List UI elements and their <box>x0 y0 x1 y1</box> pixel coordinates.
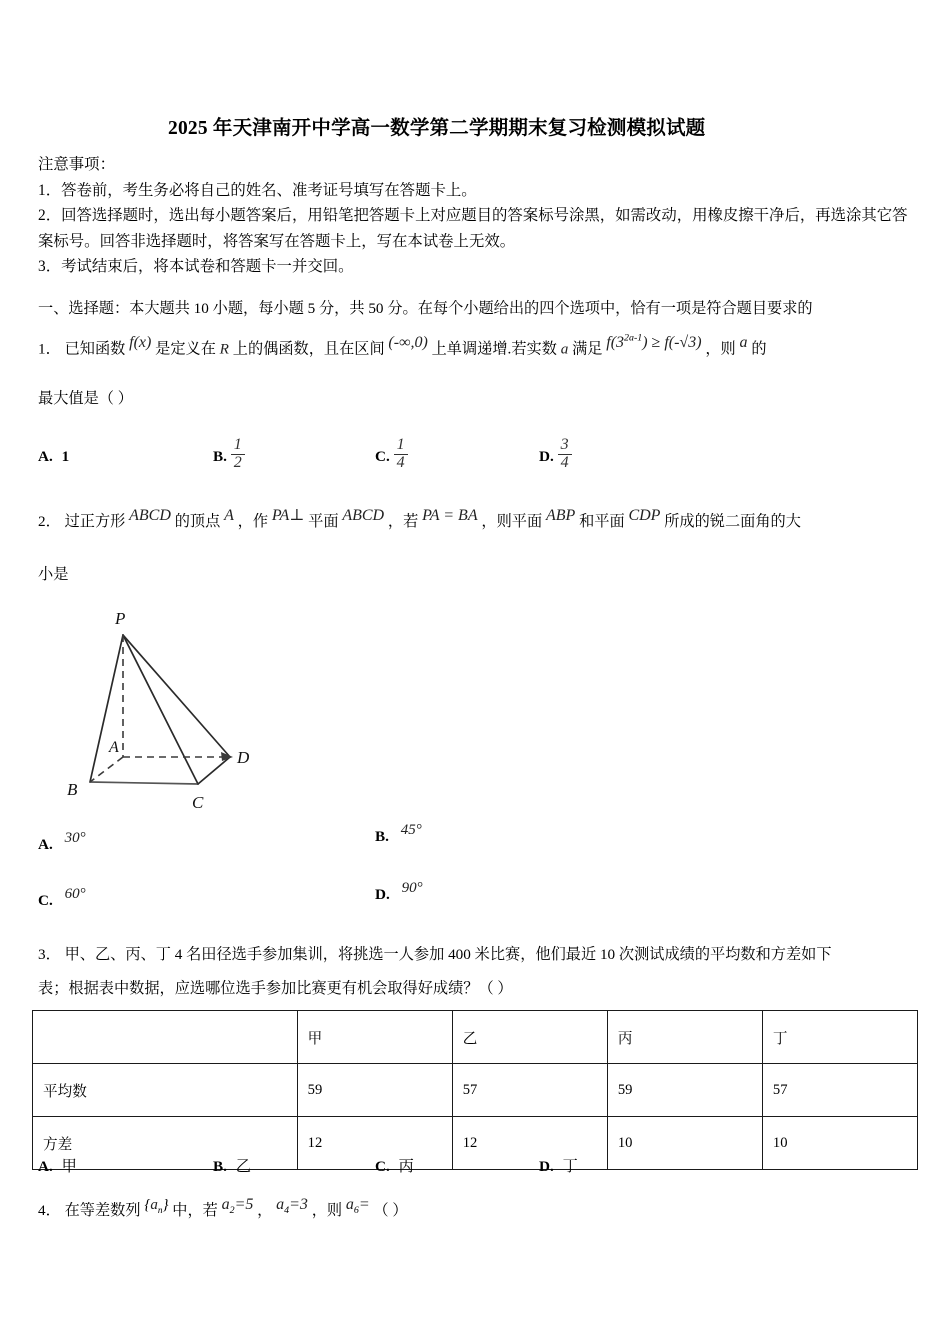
mean-value-ding: 57 <box>762 1064 917 1117</box>
q4-cond2-base: a <box>276 1196 285 1213</box>
q2-option-b-label: B. <box>375 828 389 845</box>
question-3-line-2: 表；根据表中数据，应选哪位选手参加比赛更有机会取得好成绩？（ ） <box>38 980 513 997</box>
q2-option-c-label: C. <box>38 892 53 909</box>
q1-var-a2: a <box>739 334 748 352</box>
q1-ineq-exp: 2a-1 <box>624 333 643 344</box>
q1-option-a[interactable] <box>38 448 69 466</box>
mean-value-jia: 59 <box>297 1064 452 1117</box>
q2-option-d-value: 90° <box>401 880 423 896</box>
q2-text-4: 平面 <box>308 513 339 530</box>
question-4-line-1: 4． 在等差数列 $\{a_n\}$ 中，若 $a_2=5$ ， $a_4=3$ ，则 $a_6=$ （ ） <box>38 1196 408 1219</box>
q2-text-5: ，若 <box>387 513 419 530</box>
q1-option-c[interactable] <box>375 436 408 475</box>
q4-cond3-base: a <box>345 1196 354 1213</box>
q1-ineq-right: f(-√3) <box>664 334 702 352</box>
row-label-variance: 方差 <box>33 1117 298 1170</box>
vertex-label-D: D <box>237 748 250 767</box>
q4-cond-1 <box>221 1196 254 1217</box>
q1-option-b-numerator: 1 <box>233 436 242 453</box>
q1-option-c-denominator: 4 <box>394 454 408 472</box>
variance-value-jia: 12 <box>297 1117 452 1170</box>
variance-value-bing: 10 <box>607 1117 762 1170</box>
q2-option-d[interactable] <box>375 880 423 904</box>
q3-option-d-value: 丁 <box>562 1158 578 1175</box>
q3-option-c-value: 丙 <box>398 1158 414 1175</box>
variance-value-ding: 10 <box>762 1117 917 1170</box>
q4-text-4: ，则 <box>311 1202 343 1219</box>
q2-text-2: 的顶点 <box>174 513 221 530</box>
q2-square: ABCD <box>129 507 171 524</box>
q4-text-1: 在等差数列 <box>64 1202 141 1219</box>
table-row <box>33 1064 918 1117</box>
q2-plane-cdp: CDP <box>628 507 661 524</box>
q2-text-8: 所成的锐二面角的大 <box>664 513 801 530</box>
question-2-line-2: 小是 <box>38 566 69 583</box>
row-label-mean: 平均数 <box>33 1064 298 1117</box>
variance-value-yi: 12 <box>452 1117 607 1170</box>
q2-plane-abp: ABP <box>545 507 576 524</box>
table-header-cell-4: 丁 <box>762 1011 917 1064</box>
q4-cond3-val: = <box>358 1196 370 1213</box>
q4-seq-sub: n <box>157 1206 163 1216</box>
q1-text-6: ，则 <box>705 340 736 358</box>
q4-cond2-sub: 4 <box>284 1205 290 1217</box>
q1-text-1: 已知函数 <box>64 340 126 358</box>
question-1-number: 1 <box>38 340 46 358</box>
table-header-cell-0 <box>33 1011 298 1064</box>
q1-text-5: 满足 <box>572 340 603 358</box>
question-3-line-1: 3． 甲、乙、丙、丁 4 名田径选手参加集训，将挑选一人参加 400 米比赛，他们最近 10 次测试成绩的平均数和方差如下 <box>38 946 832 963</box>
q2-text-6: ，则平面 <box>481 513 543 530</box>
q2-option-b[interactable] <box>375 822 422 846</box>
q4-seq-base: a <box>150 1197 158 1213</box>
q1-option-d-fraction <box>558 437 572 472</box>
q1-option-b-fraction <box>231 437 245 472</box>
q1-option-d-label: D. <box>539 447 554 465</box>
mean-value-yi: 57 <box>452 1064 607 1117</box>
statistics-table <box>32 1010 918 1170</box>
q1-fx: f(x) <box>129 334 152 352</box>
q1-ineq-base: 3 <box>616 334 625 352</box>
vertex-label-P: P <box>115 609 126 628</box>
q2-option-c[interactable] <box>38 886 86 910</box>
table-header-row <box>33 1011 918 1064</box>
page-title: 2025 年天津南开中学高一数学第二学期期末复习检测模拟试题 <box>168 118 706 139</box>
edge-PD <box>123 635 230 757</box>
question-1-line-1: 1． 已知函数 f(x) 是定义在 R 上的偶函数，且在区间 (-∞,0) 上单调递增.若实数 a 满足 $f(3^{2a-1}) \ge f(-√3)$ ，则 a 的 <box>38 333 767 358</box>
q1-text-7: 的 <box>751 340 767 358</box>
vertex-label-C: C <box>192 793 204 812</box>
q2-plane-abcd: ABCD <box>342 507 385 524</box>
q1-option-a-label: A. <box>38 448 53 465</box>
q3-option-a-value: 甲 <box>61 1158 77 1175</box>
q2-option-d-label: D. <box>375 886 390 903</box>
notice-item-3: 3．考试结束后，将本试卷和答题卡一并交回。 <box>38 258 354 275</box>
q4-text-2: 中，若 <box>172 1202 218 1219</box>
q1-option-d[interactable] <box>539 436 572 475</box>
edge-PC <box>123 635 198 784</box>
table-header-cell-3: 丙 <box>607 1011 762 1064</box>
q1-text-3: 上的偶函数，且在区间 <box>232 340 385 358</box>
q3-option-c[interactable] <box>375 1155 414 1176</box>
table-header-cell-2: 乙 <box>452 1011 607 1064</box>
q4-text-5: （ ） <box>373 1202 408 1219</box>
q3-option-a[interactable] <box>38 1155 77 1176</box>
q4-sequence: $\{a_n\}$ <box>144 1197 169 1216</box>
q1-option-c-fraction <box>394 437 408 472</box>
edge-BC <box>90 782 198 784</box>
q4-cond1-val: =5 <box>234 1196 254 1213</box>
notice-item-2: 2．回答选择题时，选出每小题答案后，用铅笔把答题卡上对应题目的答案标号涂黑，如需改动，用橡皮擦干净后，再选涂其它答案标号。回答非选择题时，将答案写在答题卡上，写在本试卷上无效。 <box>38 207 908 250</box>
q3-option-b[interactable] <box>213 1155 251 1176</box>
question-3-number: 3 <box>38 946 46 963</box>
q1-option-a-value: 1 <box>61 448 70 465</box>
q2-text-7: 和平面 <box>579 513 625 530</box>
section-heading: 一、选择题：本大题共 10 小题，每小题 5 分，共 50 分。在每个小题给出的四个选项中，恰有一项是符合题目要求的 <box>38 300 813 317</box>
q2-option-b-value: 45° <box>400 822 422 838</box>
mean-value-bing: 59 <box>607 1064 762 1117</box>
q4-cond-3 <box>345 1196 370 1217</box>
q4-cond1-base: a <box>221 1196 230 1213</box>
notice-heading: 注意事项： <box>38 156 115 173</box>
question-4-number: 4 <box>38 1202 46 1219</box>
q1-option-b-label: B. <box>213 447 227 465</box>
q3-option-b-value: 乙 <box>235 1158 251 1175</box>
q2-perp-expr: PA⊥ <box>271 507 305 524</box>
q2-option-a-value: 30° <box>64 830 86 846</box>
vertex-label-B: B <box>67 780 78 799</box>
question-2-options <box>0 822 950 912</box>
q2-option-a-label: A. <box>38 836 53 853</box>
q1-text-4: 上单调递增.若实数 <box>431 340 557 358</box>
notice-item-1: 1．答卷前，考生务必将自己的姓名、准考证号填写在答题卡上。 <box>38 181 477 199</box>
q2-option-a[interactable] <box>38 830 86 854</box>
q1-ineq-f: f <box>606 334 611 352</box>
q4-cond1-sub: 2 <box>229 1205 235 1217</box>
vertex-label-A: A <box>109 739 119 756</box>
q4-text-3: ， <box>257 1202 273 1219</box>
pyramid-svg <box>55 600 300 815</box>
q1-ineq-rel: ≥ <box>651 334 661 352</box>
q1-option-d-denominator: 4 <box>558 454 572 472</box>
q1-domain-symbol: R <box>219 340 229 358</box>
q1-text-2: 是定义在 <box>155 340 216 358</box>
q2-text-3: ，作 <box>237 513 269 530</box>
q1-option-b[interactable] <box>213 436 245 475</box>
q1-inequality: $f(3^{2a-1}) \ge f(-√3)$ <box>606 333 702 352</box>
q3-option-a-label: A. <box>38 1158 53 1175</box>
edge-CD <box>198 757 230 784</box>
question-1-line-2: 最大值是（ ） <box>38 390 133 407</box>
q2-text-1: 过正方形 <box>64 513 126 530</box>
q1-option-d-numerator: 3 <box>560 436 569 453</box>
pyramid-figure <box>55 600 300 815</box>
question-2-line-1: 2． 过正方形 ABCD 的顶点 A ，作 PA⊥ 平面 ABCD ，若 PA = BA ，则平面 ABP 和平面 CDP 所成的锐二面角的大 <box>38 507 801 530</box>
question-3-options <box>0 1155 950 1181</box>
question-1-options <box>0 438 950 470</box>
q3-text-1: 甲、乙、丙、丁 4 名田径选手参加集训，将挑选一人参加 400 米比赛，他们最近 10 次测试成绩的平均数和方差如下 <box>64 946 832 963</box>
q3-option-d[interactable] <box>539 1155 578 1176</box>
q1-var-a: a <box>560 340 569 358</box>
q3-option-d-label: D. <box>539 1158 554 1175</box>
notice-block <box>38 152 918 280</box>
question-2-number: 2 <box>38 513 46 530</box>
q1-option-c-numerator: 1 <box>396 436 405 453</box>
table-header-cell-1: 甲 <box>297 1011 452 1064</box>
q4-cond2-val: =3 <box>289 1196 308 1213</box>
q4-cond-2 <box>276 1196 308 1217</box>
q1-interval: (-∞,0) <box>388 334 428 352</box>
q4-cond3-sub: 6 <box>353 1205 359 1217</box>
q2-vertex-a: A <box>224 507 234 524</box>
q2-option-c-value: 60° <box>64 886 86 902</box>
q3-option-b-label: B. <box>213 1158 227 1175</box>
q3-option-c-label: C. <box>375 1158 390 1175</box>
q1-option-c-label: C. <box>375 447 390 465</box>
q1-option-b-denominator: 2 <box>231 454 245 472</box>
q2-condition: PA = BA <box>422 507 478 524</box>
